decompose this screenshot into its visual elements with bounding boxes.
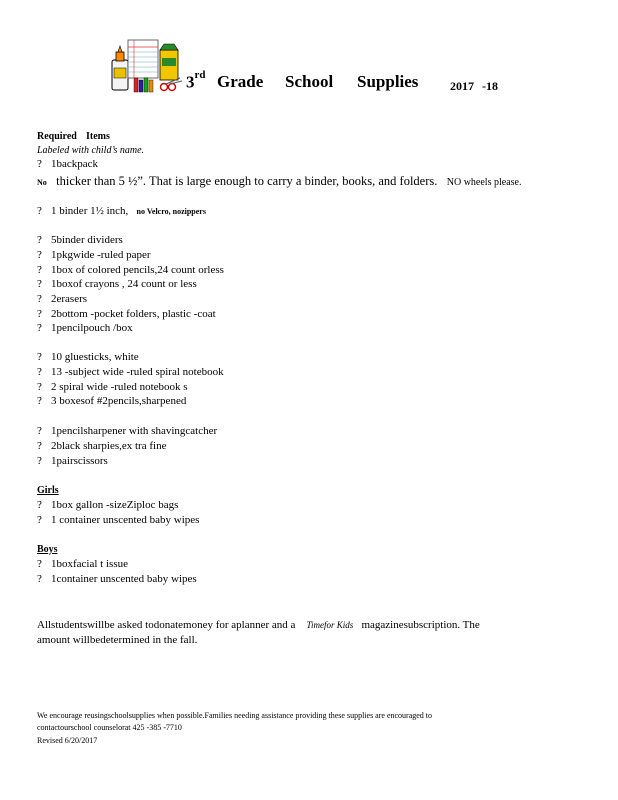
list-item: ? 1boxof crayons , 24 count or less [37,278,197,290]
list-item: ? 1box gallon -sizeZiploc bags [37,499,179,511]
boys-heading: Boys [37,544,58,555]
list-item: ? 2erasers [37,293,88,305]
label-note: Labeled with child’s name. [37,145,145,156]
title-school: School [285,72,334,91]
title-superscript: rd [194,69,206,81]
list-item: ? 1box of colored pencils,24 count orless [37,264,224,276]
list-item: ? 13 -subject wide -ruled spiral notebook [37,366,224,378]
list-item: ? 2 spiral wide -ruled notebook s [37,381,188,393]
title-grade: Grade [217,72,264,91]
list-item: ? 1pairscissors [37,455,108,467]
year-end: -18 [482,79,498,93]
list-item: ? 5binder dividers [37,234,123,246]
list-item: ? 2black sharpies,ex tra fine [37,440,167,452]
required-label: Required [37,131,77,142]
list-item: ? 1 binder 1½ inch, no Velcro, nozippers [37,205,206,217]
backpack-detail: No thicker than 5 ½”. That is large enough to carry a binder, books, and folders. NO wheels please. [37,174,522,188]
items-label: Items [86,131,110,142]
school-supplies-clipart [108,36,186,94]
footer-revised: Revised 6/20/2017 [37,736,98,745]
list-item: ? 1pkgwide -ruled paper [37,249,151,261]
list-item: ? 1boxfacial t issue [37,558,128,570]
list-item: ? 1container unscented baby wipes [37,573,197,585]
girls-heading: Girls [37,485,59,496]
donation-paragraph-line2: amount willbedetermined in the fall. [37,634,198,646]
footer-line2: contactourschool counselorat 425 -385 -7710 [37,723,182,732]
list-item: ? 1pencilsharpener with shavingcatcher [37,425,218,437]
title-supplies: Supplies [357,72,419,91]
year-start: 2017 [450,79,474,93]
list-item: ? 1pencilpouch /box [37,322,133,334]
footer-line1: We encourage reusingschoolsupplies when possible.Families needing assistance providing these supplies are encouraged to [37,711,433,720]
list-item: ? 1backpack [37,158,99,170]
title-number: 3rd [186,69,206,92]
donation-paragraph-line1: Allstudentswillbe asked todonatemoney for aplanner and a Timefor Kids magazinesubscription. The [37,619,480,631]
list-item: ? 1 container unscented baby wipes [37,514,200,526]
list-item: ? 2bottom -pocket folders, plastic -coat [37,308,216,320]
list-item: ? 10 gluesticks, white [37,351,139,363]
list-item: ? 3 boxesof #2pencils,sharpened [37,395,187,407]
